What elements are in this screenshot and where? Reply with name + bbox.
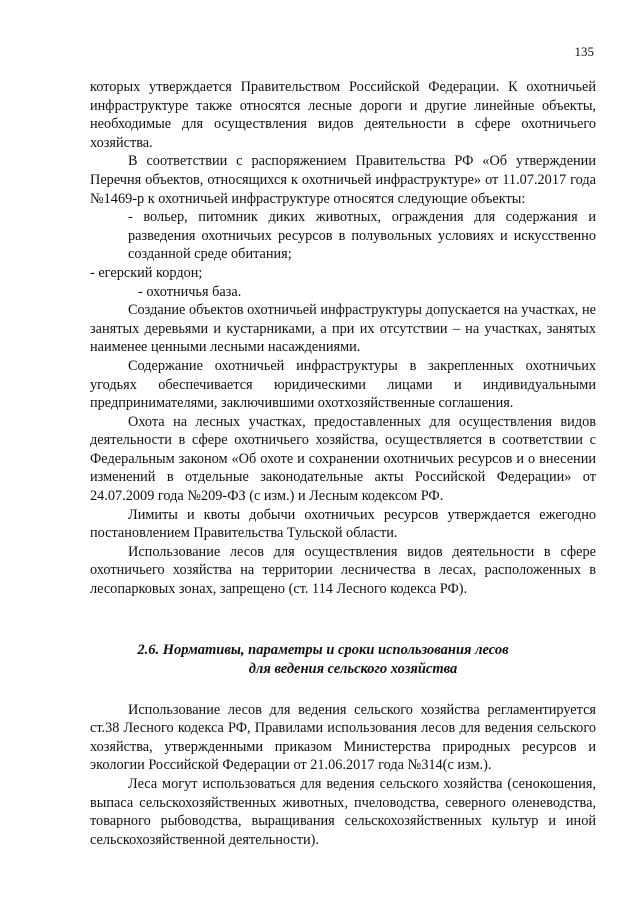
paragraph-prohibition: Использование лесов для осуществления видов деятельности в сфере охотничьего хозяйства на территории лесничества в лесах, расположенных в лесопарковых зонах, запрещено (ст. 114 Лесного кодекса РФ). (90, 543, 596, 598)
paragraph-order-reference: В соответствии с распоряжением Правительства РФ «Об утверждении Перечня объектов, относящихся к охотничьей инфраструктуре» от 11.07.2017 года №1469-р к охотничьей инфраструктуре относятся следующие объекты: (90, 153, 596, 207)
paragraph-continuation: которых утверждается Правительством Российской Федерации. К охотничьей инфраструктуре также относятся лесные дороги и другие линейные объекты, необходимые для осуществления видов деятельности в сфере охотничьего хозяйства. (90, 79, 596, 151)
paragraph-creation: Создание объектов охотничьей инфраструктуры допускается на участках, не занятых деревьями и кустарниками, а при их отсутствии – на участках, занятых наименее ценными лесными насаждениями. (90, 302, 596, 356)
paragraph-hunting-law: Охота на лесных участках, предоставленных для осуществления видов деятельности в сфере охотничьего хозяйства, осуществляется в соответствии с Федеральным законом «Об охоте и сохранении охотничьих ресурсов и о внесении изменений в отдельные законодательные акты Российской Федерации» от 24.07.2009 года №209-ФЗ (с изм.) и Лесным кодексом РФ. (90, 413, 596, 505)
paragraph-limits-quotas: Лимиты и квоты добычи охотничьих ресурсов утверждается ежегодно постановлением Правительства Тульской области. (90, 506, 596, 542)
section-heading (90, 641, 596, 679)
paragraph-agriculture-uses: Леса могут использоваться для ведения сельского хозяйства (сенокошения, выпаса сельскохозяйственных животных, пчеловодства, северного оленеводства, товарного рыбоводства, выращивания сельскохозяйственных культур и иной сельскохозяйственной деятельности). (90, 776, 596, 848)
section-heading-line-2: для ведения сельского хозяйства (248, 660, 458, 677)
page-number: 135 (574, 44, 594, 59)
paragraph-maintenance: Содержание охотничьей инфраструктуры в закрепленных охотничьих угодьях обеспечивается юридическими лицами и индивидуальными предпринимателями, заключившими охотхозяйственные соглашения. (90, 357, 596, 412)
document-body (90, 78, 596, 849)
infrastructure-objects-list (90, 208, 596, 301)
list-item: - егерский кордон; (90, 264, 203, 281)
list-item: - охотничья база. (138, 283, 242, 300)
list-item: - вольер, питомник диких животных, ограждения для содержания и разведения охотничьих ресурсов в полувольных условиях и искусственно созданной среде обитания; (128, 209, 596, 263)
section-heading-line-1: 2.6. Нормативы, параметры и сроки использования лесов (137, 641, 509, 658)
paragraph-agriculture-regulation: Использование лесов для ведения сельского хозяйства регламентируется ст.38 Лесного кодекса РФ, Правилами использования лесов для ведения сельского хозяйства, утвержденными приказом Министерства природных ресурсов и экологии Российской Федерации от 21.06.2017 года №314(с изм.). (90, 701, 596, 774)
